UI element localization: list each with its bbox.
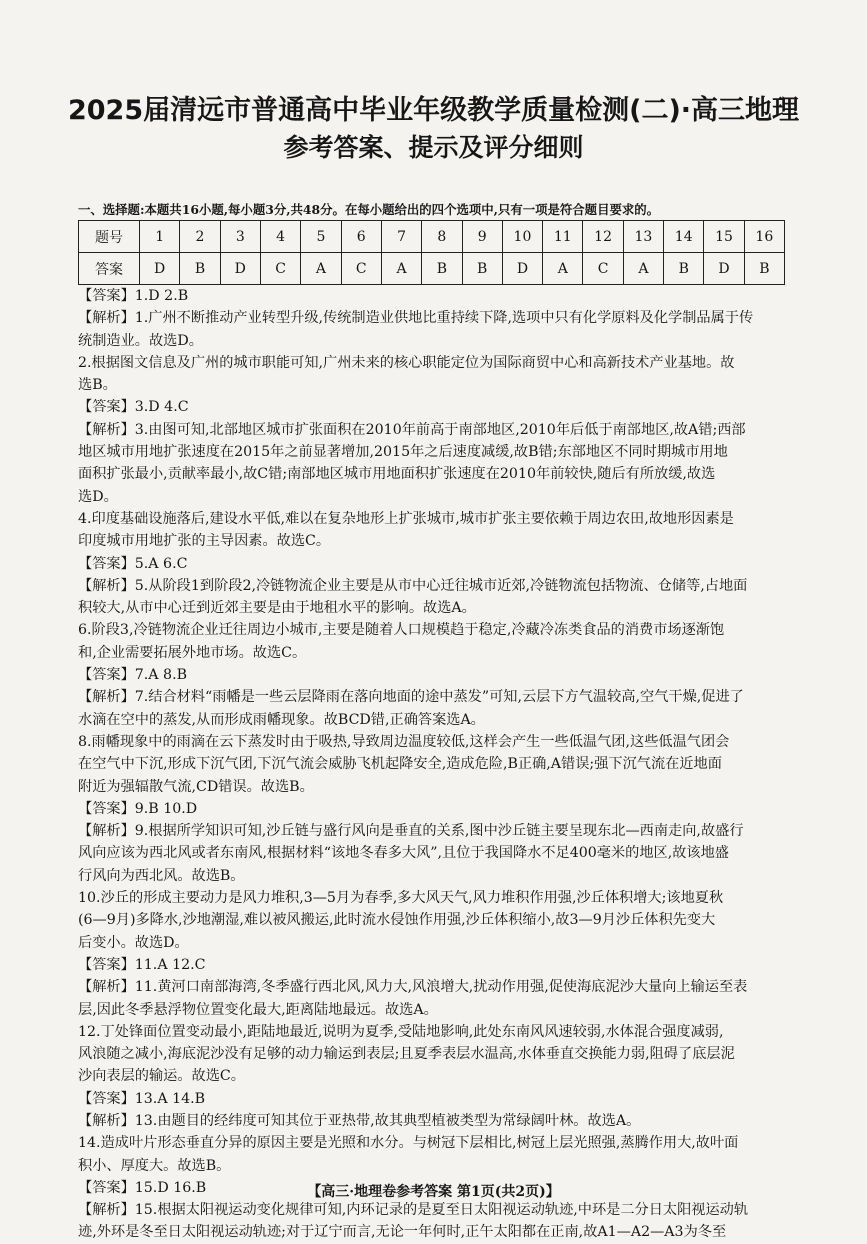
question-number-cell: 8 [422,221,462,253]
answer-cell: B [462,253,502,285]
page-footer: 【高三·地理卷参考答案 第1页(共2页)】 [307,1184,560,1200]
question-number-cell: 10 [502,221,542,253]
question-number-row [79,221,785,253]
text-line: 【答案】1.D 2.B [78,288,189,304]
text-line: 【答案】13.A 14.B [78,1090,206,1107]
document-title: 2025届清远市普通高中毕业年级教学质量检测(二)·高三地理 [67,95,800,126]
text-line: 迹,外环是冬至日太阳视运动轨迹;对于辽宁而言,无论一年何时,正午太阳都在正南,故A1—A2—A3为冬至 [78,1224,727,1241]
answer-cell: B [664,253,704,285]
text-line: 2.根据图文信息及广州的城市职能可知,广州未来的核心职能定位为国际商贸中心和高新技术产业基地。故 [78,354,735,371]
text-line: 在空气中下沉,形成下沉气团,下沉气流会威胁飞机起降安全,造成危险,B正确,A错误;强下沉气流在近地面 [78,756,722,773]
text-line: 风浪随之减小,海底泥沙没有足够的动力输运到表层;且夏季表层水温高,水体垂直交换能力弱,阻碍了底层泥 [78,1046,735,1063]
question-number-cell: 7 [381,221,421,253]
text-line: 面积扩张最小,贡献率最小,故C错;南部地区城市用地面积扩张速度在2010年前较快,随后有所放缓,故选 [78,466,716,483]
answer-cell: C [341,253,381,285]
text-line: 【答案】11.A 12.C [78,956,206,973]
question-number-cell: 5 [301,221,341,253]
text-line: 统制造业。故选D。 [78,332,203,349]
answer-cell: B [180,253,220,285]
answer-header: 答案 [79,253,140,285]
explanation-body [78,285,794,1244]
answer-table [78,220,785,285]
text-line: 【答案】15.D 16.B [78,1179,207,1196]
text-line: 【解析】11.黄河口南部海湾,冬季盛行西北风,风力大,风浪增大,扰动作用强,促使海底泥沙大量向上输运至表 [78,979,748,996]
text-line: 6.阶段3,冷链物流企业迁往周边小城市,主要是随着人口规模趋于稳定,冷藏冷冻类食品的消费市场逐渐饱 [78,622,725,639]
text-line: 行风向为西北风。故选B。 [78,867,245,884]
answer-cell: D [502,253,542,285]
question-number-cell: 14 [664,221,704,253]
answer-cell: D [140,253,180,285]
question-number-cell: 1 [140,221,180,253]
question-number-cell: 9 [462,221,502,253]
answer-cell: D [704,253,744,285]
text-line: 【解析】13.由题目的经纬度可知其位于亚热带,故其典型植被类型为常绿阔叶林。故选A。 [78,1112,641,1129]
text-line: 风向应该为西北风或者东南风,根据材料“该地冬春多大风”,且位于我国降水不足400毫米的地区,故该地盛 [78,845,729,862]
question-number-header: 题号 [79,221,140,253]
text-line: 层,因此冬季悬浮物位置变化最大,距离陆地最远。故选A。 [78,1001,438,1018]
question-number-cell: 11 [543,221,583,253]
question-number-cell: 4 [260,221,300,253]
question-number-cell: 3 [220,221,260,253]
text-line: 选B。 [78,377,117,394]
text-line: 印度城市用地扩张的主导因素。故选C。 [78,533,331,550]
answer-cell: C [583,253,623,285]
text-line: 【解析】7.结合材料“雨幡是一些云层降雨在落向地面的途中蒸发”可知,云层下方气温较高,空气干燥,促进了 [78,689,744,706]
question-number-cell: 6 [341,221,381,253]
answer-cell: A [623,253,663,285]
text-line: 4.印度基础设施落后,建设水平低,难以在复杂地形上扩张城市,城市扩张主要依赖于周边农田,故地形因素是 [78,510,734,527]
text-line: 积小、厚度大。故选B。 [78,1157,231,1174]
text-line: 8.雨幡现象中的雨滴在云下蒸发时由于吸热,导致周边温度较低,这样会产生一些低温气团,这些低温气团会 [78,733,730,750]
text-line: 【解析】3.由图可知,北部地区城市扩张面积在2010年前高于南部地区,2010年后低于南部地区,故A错;西部 [78,421,746,438]
text-line: 【解析】9.根据所学知识可知,沙丘链与盛行风向是垂直的关系,图中沙丘链主要呈现东北—西南走向,故盛行 [78,823,744,840]
text-line: 和,企业需要拓展外地市场。故选C。 [78,644,307,661]
answer-row [79,253,785,285]
text-line: 【答案】3.D 4.C [78,399,189,416]
text-line: 积较大,从市中心迁到近郊主要是由于地租水平的影响。故选A。 [78,600,476,617]
text-line: 【答案】7.A 8.B [78,667,188,684]
answer-cell: C [260,253,300,285]
answer-cell: D [220,253,260,285]
text-line: 10.沙丘的形成主要动力是风力堆积,3—5月为春季,多大风天气,风力堆积作用强,沙丘体积增大;该地夏秋 [78,890,724,907]
question-number-cell: 12 [583,221,623,253]
answer-cell: A [543,253,583,285]
text-line: 【答案】5.A 6.C [78,555,188,572]
answer-cell: B [744,253,784,285]
text-line: 【解析】1.广州不断推动产业转型升级,传统制造业供地比重持续下降,选项中只有化学原料及化学制品属于传 [78,310,754,327]
question-number-cell: 16 [744,221,784,253]
text-line: 水滴在空中的蒸发,从而形成雨幡现象。故BCD错,正确答案选A。 [78,711,485,728]
text-line: 14.造成叶片形态垂直分异的原因主要是光照和水分。与树冠下层相比,树冠上层光照强,蒸腾作用大,故叶面 [78,1135,739,1152]
question-number-cell: 13 [623,221,663,253]
text-line: 选D。 [78,488,118,505]
document-subtitle: 参考答案、提示及评分细则 [283,133,584,162]
question-number-cell: 15 [704,221,744,253]
text-line: 【解析】15.根据太阳视运动变化规律可知,内环记录的是夏至日太阳视运动轨迹,中环是二分日太阳视运动轨 [78,1202,749,1219]
text-line: 附近为强辐散气流,CD错误。故选B。 [78,778,314,795]
text-line: 沙向表层的输运。故选C。 [78,1068,245,1085]
text-line: 【答案】9.B 10.D [78,800,198,817]
answer-cell: A [381,253,421,285]
text-line: 12.丁处锋面位置变动最小,距陆地最近,说明为夏季,受陆地影响,此处东南风风速较弱,水体混合强度减弱, [78,1023,724,1040]
section-heading: 一、选择题:本题共16小题,每小题3分,共48分。在每小题给出的四个选项中,只有一项是符合题目要求的。 [78,202,660,217]
answer-cell: B [422,253,462,285]
text-line: 后变小。故选D。 [78,934,189,951]
text-line: 【解析】5.从阶段1到阶段2,冷链物流企业主要是从市中心迁往城市近郊,冷链物流包括物流、仓储等,占地面 [78,577,748,594]
answer-cell: A [301,253,341,285]
text-line: 地区城市用地扩张速度在2015年之前显著增加,2015年之后速度减缓,故B错;东部地区不同时期城市用地 [78,444,728,461]
text-line: (6—9月)多降水,沙地潮湿,难以被风搬运,此时流水侵蚀作用强,沙丘体积缩小,故3—9月沙丘体积先变大 [78,912,716,929]
question-number-cell: 2 [180,221,220,253]
